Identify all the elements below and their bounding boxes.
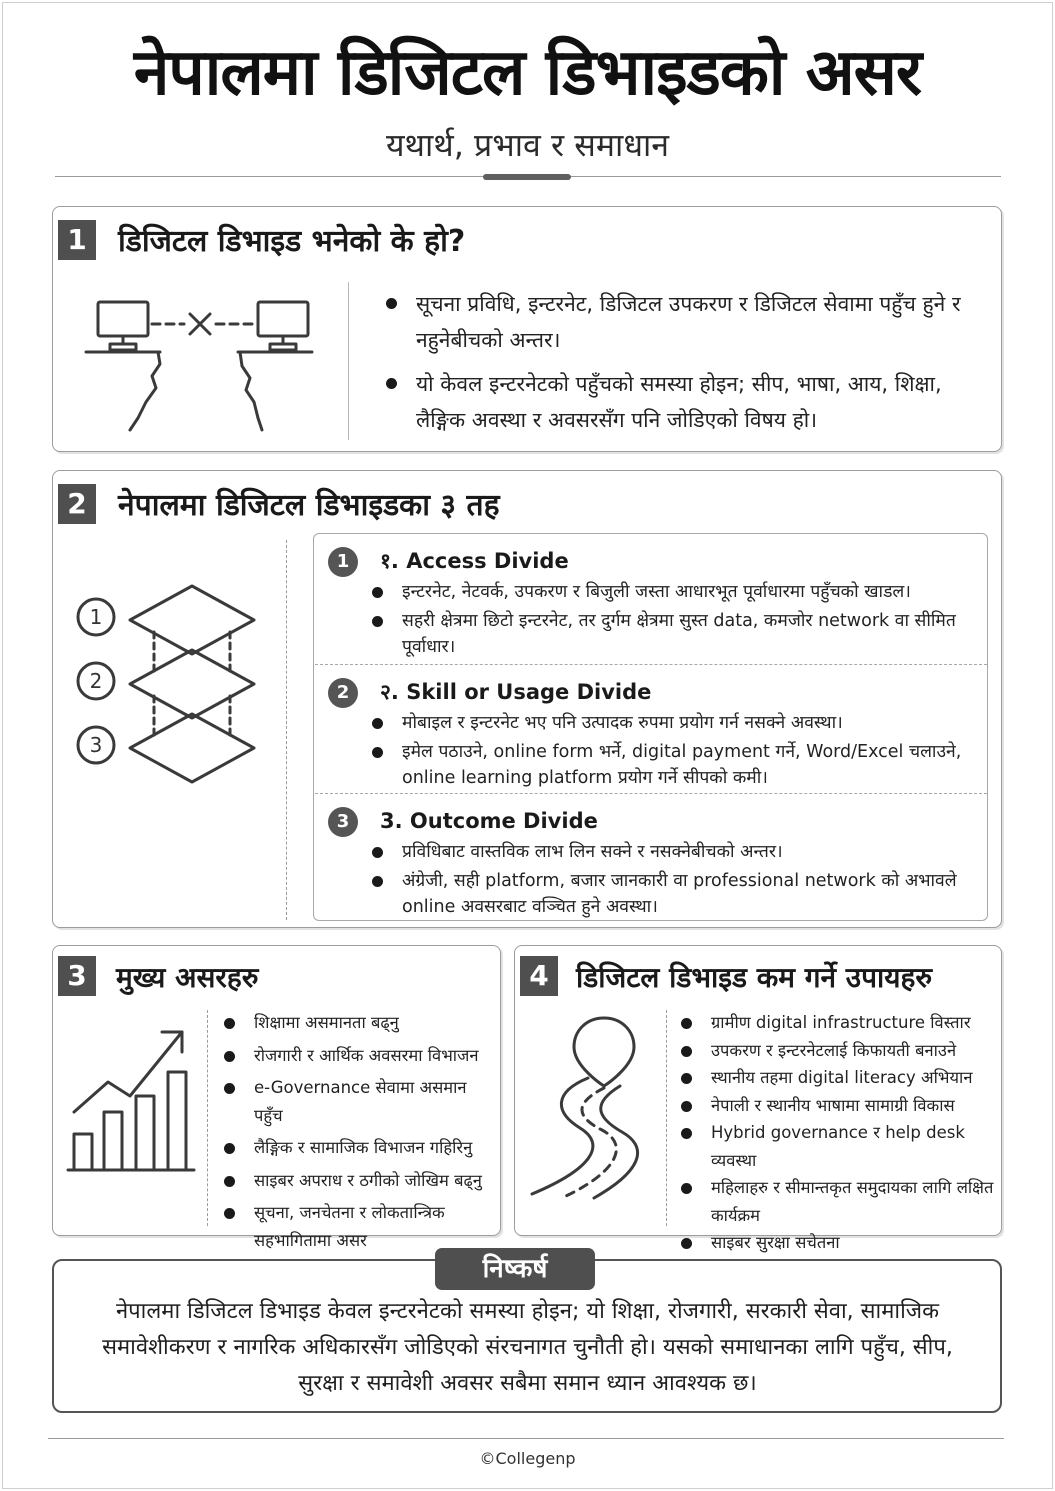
- list-item: ग्रामीण digital infrastructure विस्तार: [677, 1009, 999, 1037]
- item-title: २. Skill or Usage Divide: [380, 680, 652, 704]
- list-item: अंग्रेजी, सही platform, बजार जानकारी वा professional network को अभावले online अवसरबाट वञ्चित हुने अवस्था।: [368, 868, 988, 920]
- divide-types-box: [313, 533, 988, 921]
- list-item: रोजगारी र आर्थिक अवसरमा विभाजन: [220, 1042, 496, 1070]
- layer-label: 2: [89, 669, 103, 693]
- list-item: उपकरण र इन्टरनेटलाई किफायती बनाउने: [677, 1037, 999, 1065]
- page-title: नेपालमा डिजिटल डिभाइडको असर: [133, 36, 922, 110]
- section-divider: [286, 540, 287, 920]
- item-bullets: [368, 710, 988, 794]
- list-item: यो केवल इन्टरनेटको पहुँचको समस्या होइन; सीप, भाषा, आय, शिक्षा, लैङ्गिक अवस्था र अवसरसँग पनि जोडिएको विषय हो।: [382, 366, 982, 438]
- list-item: साइबर सुरक्षा सचेतना: [677, 1229, 999, 1257]
- stacked-layers-icon: [72, 580, 262, 790]
- conclusion-label: निष्कर्ष: [435, 1248, 595, 1290]
- list-item: महिलाहरु र सीमान्तकृत समुदायका लागि लक्षित कार्यक्रम: [677, 1174, 999, 1229]
- list-item: साइबर अपराध र ठगीको जोखिम बढ्नु: [220, 1167, 496, 1195]
- impacts-list: [220, 1009, 496, 1254]
- item-number-badge: 2: [328, 678, 358, 708]
- layer-label: 3: [89, 733, 103, 757]
- section-heading: डिजिटल डिभाइड भनेको के हो?: [118, 224, 466, 259]
- list-item: सहरी क्षेत्रमा छिटो इन्टरनेट, तर दुर्गम क्षेत्रमा सुस्त data, कमजोर network वा सीमित पूर्वाधार।: [368, 608, 988, 660]
- item-number-badge: 1: [328, 547, 358, 577]
- item-bullets: [368, 579, 988, 663]
- list-item: मोबाइल र इन्टरनेट भए पनि उत्पादक रुपमा प्रयोग गर्न नसक्ने अवस्था।: [368, 710, 988, 736]
- list-item: e-Governance सेवामा असमान पहुँच: [220, 1074, 496, 1129]
- footer-divider: [48, 1438, 1004, 1439]
- disconnected-computers-icon: [80, 292, 320, 437]
- title-divider-accent: [483, 174, 571, 180]
- section-divider: [348, 282, 349, 440]
- page-subtitle: यथार्थ, प्रभाव र समाधान: [385, 126, 670, 164]
- list-item: प्रविधिबाट वास्तविक लाभ लिन सक्ने र नसक्नेबीचको अन्तर।: [368, 839, 988, 865]
- section-number-badge: 4: [520, 956, 558, 996]
- section-number-badge: 1: [58, 220, 96, 260]
- section-number-badge: 3: [58, 956, 96, 996]
- list-item: सूचना प्रविधि, इन्टरनेट, डिजिटल उपकरण र डिजिटल सेवामा पहुँच हुने र नहुनेबीचको अन्तर।: [382, 286, 982, 358]
- section-number-badge: 2: [58, 484, 96, 524]
- layer-label: 1: [89, 605, 103, 629]
- definition-list: [382, 286, 982, 446]
- section-heading: मुख्य असरहरु: [116, 961, 259, 994]
- list-item: शिक्षामा असमानता बढ्नु: [220, 1009, 496, 1037]
- section-heading: नेपालमा डिजिटल डिभाइडका ३ तह: [118, 488, 500, 523]
- list-item: Hybrid governance र help desk व्यवस्था: [677, 1119, 999, 1174]
- list-item: इमेल पठाउने, online form भर्ने, digital payment गर्ने, Word/Excel चलाउने, online learning platform प्रयोग गर्ने सीपको कमी।: [368, 739, 988, 791]
- road-location-pin-icon: [524, 1012, 660, 1202]
- growth-chart-icon: [64, 1024, 198, 1174]
- item-bullets: [368, 839, 988, 923]
- list-item: स्थानीय तहमा digital literacy अभियान: [677, 1064, 999, 1092]
- conclusion-text: नेपालमा डिजिटल डिभाइड केवल इन्टरनेटको समस्या होइन; यो शिक्षा, रोजगारी, सरकारी सेवा, सामाजिक समावेशीकरण र नागरिक अधिकारसँग जोडिएको संरचनागत चुनौती हो। यसको समाधानका लागि पहुँच, सीप, सुरक्षा र समावेशी अवसर सबैमा समान ध्यान आवश्यक छ।: [102, 1299, 953, 1396]
- item-number-badge: 3: [328, 807, 358, 837]
- list-item: इन्टरनेट, नेटवर्क, उपकरण र बिजुली जस्ता आधारभूत पूर्वाधारमा पहुँचको खाडल।: [368, 579, 988, 605]
- section-divider: [666, 1010, 667, 1226]
- solutions-list: [677, 1009, 999, 1257]
- item-title: १. Access Divide: [380, 549, 569, 573]
- item-separator: [315, 664, 987, 665]
- item-title: 3. Outcome Divide: [380, 809, 598, 833]
- list-item: सूचना, जनचेतना र लोकतान्त्रिक सहभागितामा असर: [220, 1199, 496, 1254]
- section-heading: डिजिटल डिभाइड कम गर्ने उपायहरु: [576, 961, 933, 994]
- footer-credit: ©Collegenp: [479, 1449, 576, 1468]
- section-divider: [207, 1010, 208, 1226]
- list-item: नेपाली र स्थानीय भाषामा सामाग्री विकास: [677, 1092, 999, 1120]
- list-item: लैङ्गिक र सामाजिक विभाजन गहिरिनु: [220, 1134, 496, 1162]
